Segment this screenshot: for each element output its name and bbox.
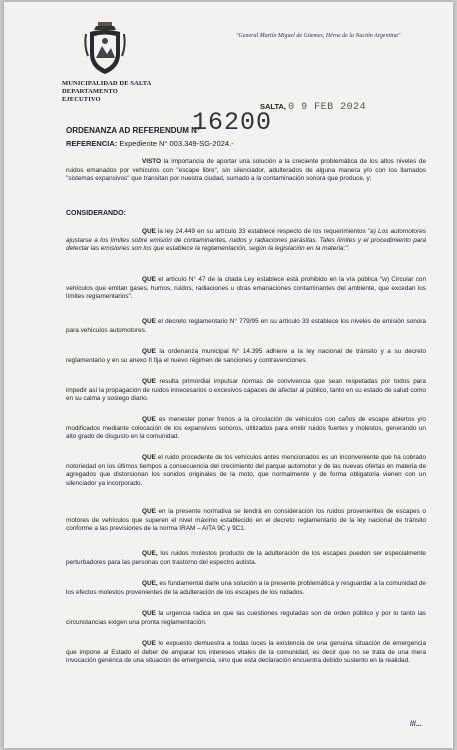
considerando-paragraph [66, 378, 426, 404]
considerando-paragraph [66, 508, 426, 534]
considerando-heading: CONSIDERANDO: [66, 210, 126, 217]
considerando-paragraph [66, 416, 426, 442]
considerando-paragraph [66, 454, 426, 488]
page-continuation-mark: ///... [410, 721, 422, 728]
paragraph-lead: QUE [142, 228, 156, 235]
paragraph-lead: QUE [142, 276, 156, 283]
paragraph-text: la ley 24.449 en su artículo 33 establece respecto de los requerimientos [155, 228, 368, 235]
paragraph-lead: QUE [142, 378, 156, 385]
ordinance-number-stamp: 16200 [192, 108, 273, 137]
paragraph-text: los ruidos molestos producto de la adulteración de los escapes pueden ser especialmente perturbadores para las personas con trastorno del espectro autista. [66, 550, 426, 566]
paragraph-lead: QUE, [142, 550, 158, 557]
header-motto: "General Martín Miguel de Güemes, Héroe de la Nación Argentina" [236, 33, 401, 39]
paragraph-text: el ruido procedente de los vehículos antes mencionados es un inconveniente que ha cobrado notoriedad en los últimos tiempos a consecuencia del crecimiento del parque automotor y de las nuevas ofertas en materia de agregados que distorsionan los sonidos originales de la moto, que normalmente y de forma obligatoria vienen con un silenciador ya incorporado. [66, 454, 426, 487]
paragraph-text: lo expuesto demuestra a todas luces la existencia de una genuina situación de emergencia que impone al Estado el deber de amparar los intereses vitales de la comunidad, es decir que no se trata de una mera invocación genérica de una situación de emergencia, sino que esta declaración encuentra debido sustento en la realidad. [66, 640, 426, 665]
paragraph-text: es menester poner frenos a la circulación de vehículos con caños de escape abiertos y/o modificados mediante colocación de los expansivos sonoros, utilizados para emitir ruidos fuertes y molestos, generando un alto grado de disgusto en la comunidad. [66, 416, 426, 441]
dateline [260, 102, 366, 113]
reference-value: Expediente N° 003.349-SG-2024.- [119, 139, 234, 148]
considerando-paragraph [66, 228, 426, 254]
considerando-paragraph [66, 580, 426, 597]
institution-line-1: MUNICIPALIDAD DE SALTA [62, 80, 152, 87]
paragraph-lead: QUE [142, 416, 156, 423]
considerando-paragraph [66, 640, 426, 666]
considerando-paragraph [66, 276, 426, 302]
institution-line-2: DEPARTAMENTO EJECUTIVO [62, 88, 118, 103]
considerando-paragraph [66, 348, 426, 365]
paragraph-lead: QUE, [142, 580, 158, 587]
paragraph-lead: QUE [142, 454, 156, 461]
visto-paragraph [66, 158, 426, 184]
dateline-city: SALTA, [260, 102, 286, 111]
paragraph-quote: "a) Los automotores ajustarse a los límites sobre emisión de contaminantes, ruidos y radiaciones parásitas. Tales límites y el procedimiento para detectar las emisiones son los que establece la reglamentación, según la legislación en la materia;". [66, 228, 426, 253]
visto-lead: VISTO [142, 158, 162, 165]
ordinance-title: ORDENANZA AD REFERENDUM N° [66, 126, 201, 135]
considerando-paragraph [66, 550, 426, 567]
paragraph-text: en la presente normativa se tendrá en consideración los ruidos provenientes de escapes o motores de vehículos que superen el nivel máximo establecido en el decreto reglamentario de la ley nacional de tránsito conforme a las previsiones de la norma IRAM – AITA 9C y 9C1. [66, 508, 426, 533]
municipal-crest-icon [82, 20, 128, 78]
considerando-paragraph [66, 318, 426, 335]
paragraph-text: la urgencia radica en que las cuestiones reguladas son de orden público y por lo tanto las circunstancias exigen una pronta reglamentación. [66, 610, 426, 626]
date-stamp: 0 9 FEB 2024 [288, 102, 367, 113]
paragraph-lead: QUE [142, 610, 156, 617]
paragraph-text: resulta primordial impulsar normas de convivencia que sean respetadas por todos para impedir así la propagación de ruidos innecesarios o excesivos capaces de afectar al público, tanto en su estado de salud como en su calma y sosiego diario. [66, 378, 426, 403]
paragraph-text: es fundamental darle una solución a la presente problemática y resguardar a la comunidad de los efectos molestos provenientes de la adulteración de los escapes de los rodados. [66, 580, 426, 596]
considerando-paragraph [66, 610, 426, 627]
reference-label: REFERENCIA: [66, 139, 118, 148]
paragraph-lead: QUE [142, 508, 156, 515]
reference-line [66, 139, 234, 148]
paragraph-lead: QUE [142, 318, 156, 325]
institution-name [62, 80, 152, 104]
paragraph-text: el artículo N° 47 de la citada Ley establece está prohibido en la vía pública "w) Circular con vehículos que emitan gases, humos, ruidos, radiaciones u otras emanaciones contaminantes del ambiente, que excedan los límites reglamentarios". [66, 276, 426, 301]
visto-text: la importancia de aportar una solución a la creciente problemática de los altos niveles de ruidos emanados por vehículos con "escape libre", sin silenciador, adulterados de alguna manera y/o con los llamados "sistemas expansivos" que transitan por nuestra ciudad, sumado a la contaminación sonora que produce, y; [66, 158, 426, 183]
paragraph-lead: QUE [142, 348, 156, 355]
paragraph-lead: QUE [142, 640, 156, 647]
document-page [4, 2, 453, 748]
paragraph-text: el decreto reglamentario N° 779/95 en su artículo 33 establece los niveles de emisión sonora para vehículos automotores. [66, 318, 426, 334]
paragraph-text: la ordenanza municipal N° 14.395 adhiere a la ley nacional de tránsito y a su decreto reglamentario y en su anexo II fija el nuevo régimen de sanciones y contravenciones. [66, 348, 426, 364]
